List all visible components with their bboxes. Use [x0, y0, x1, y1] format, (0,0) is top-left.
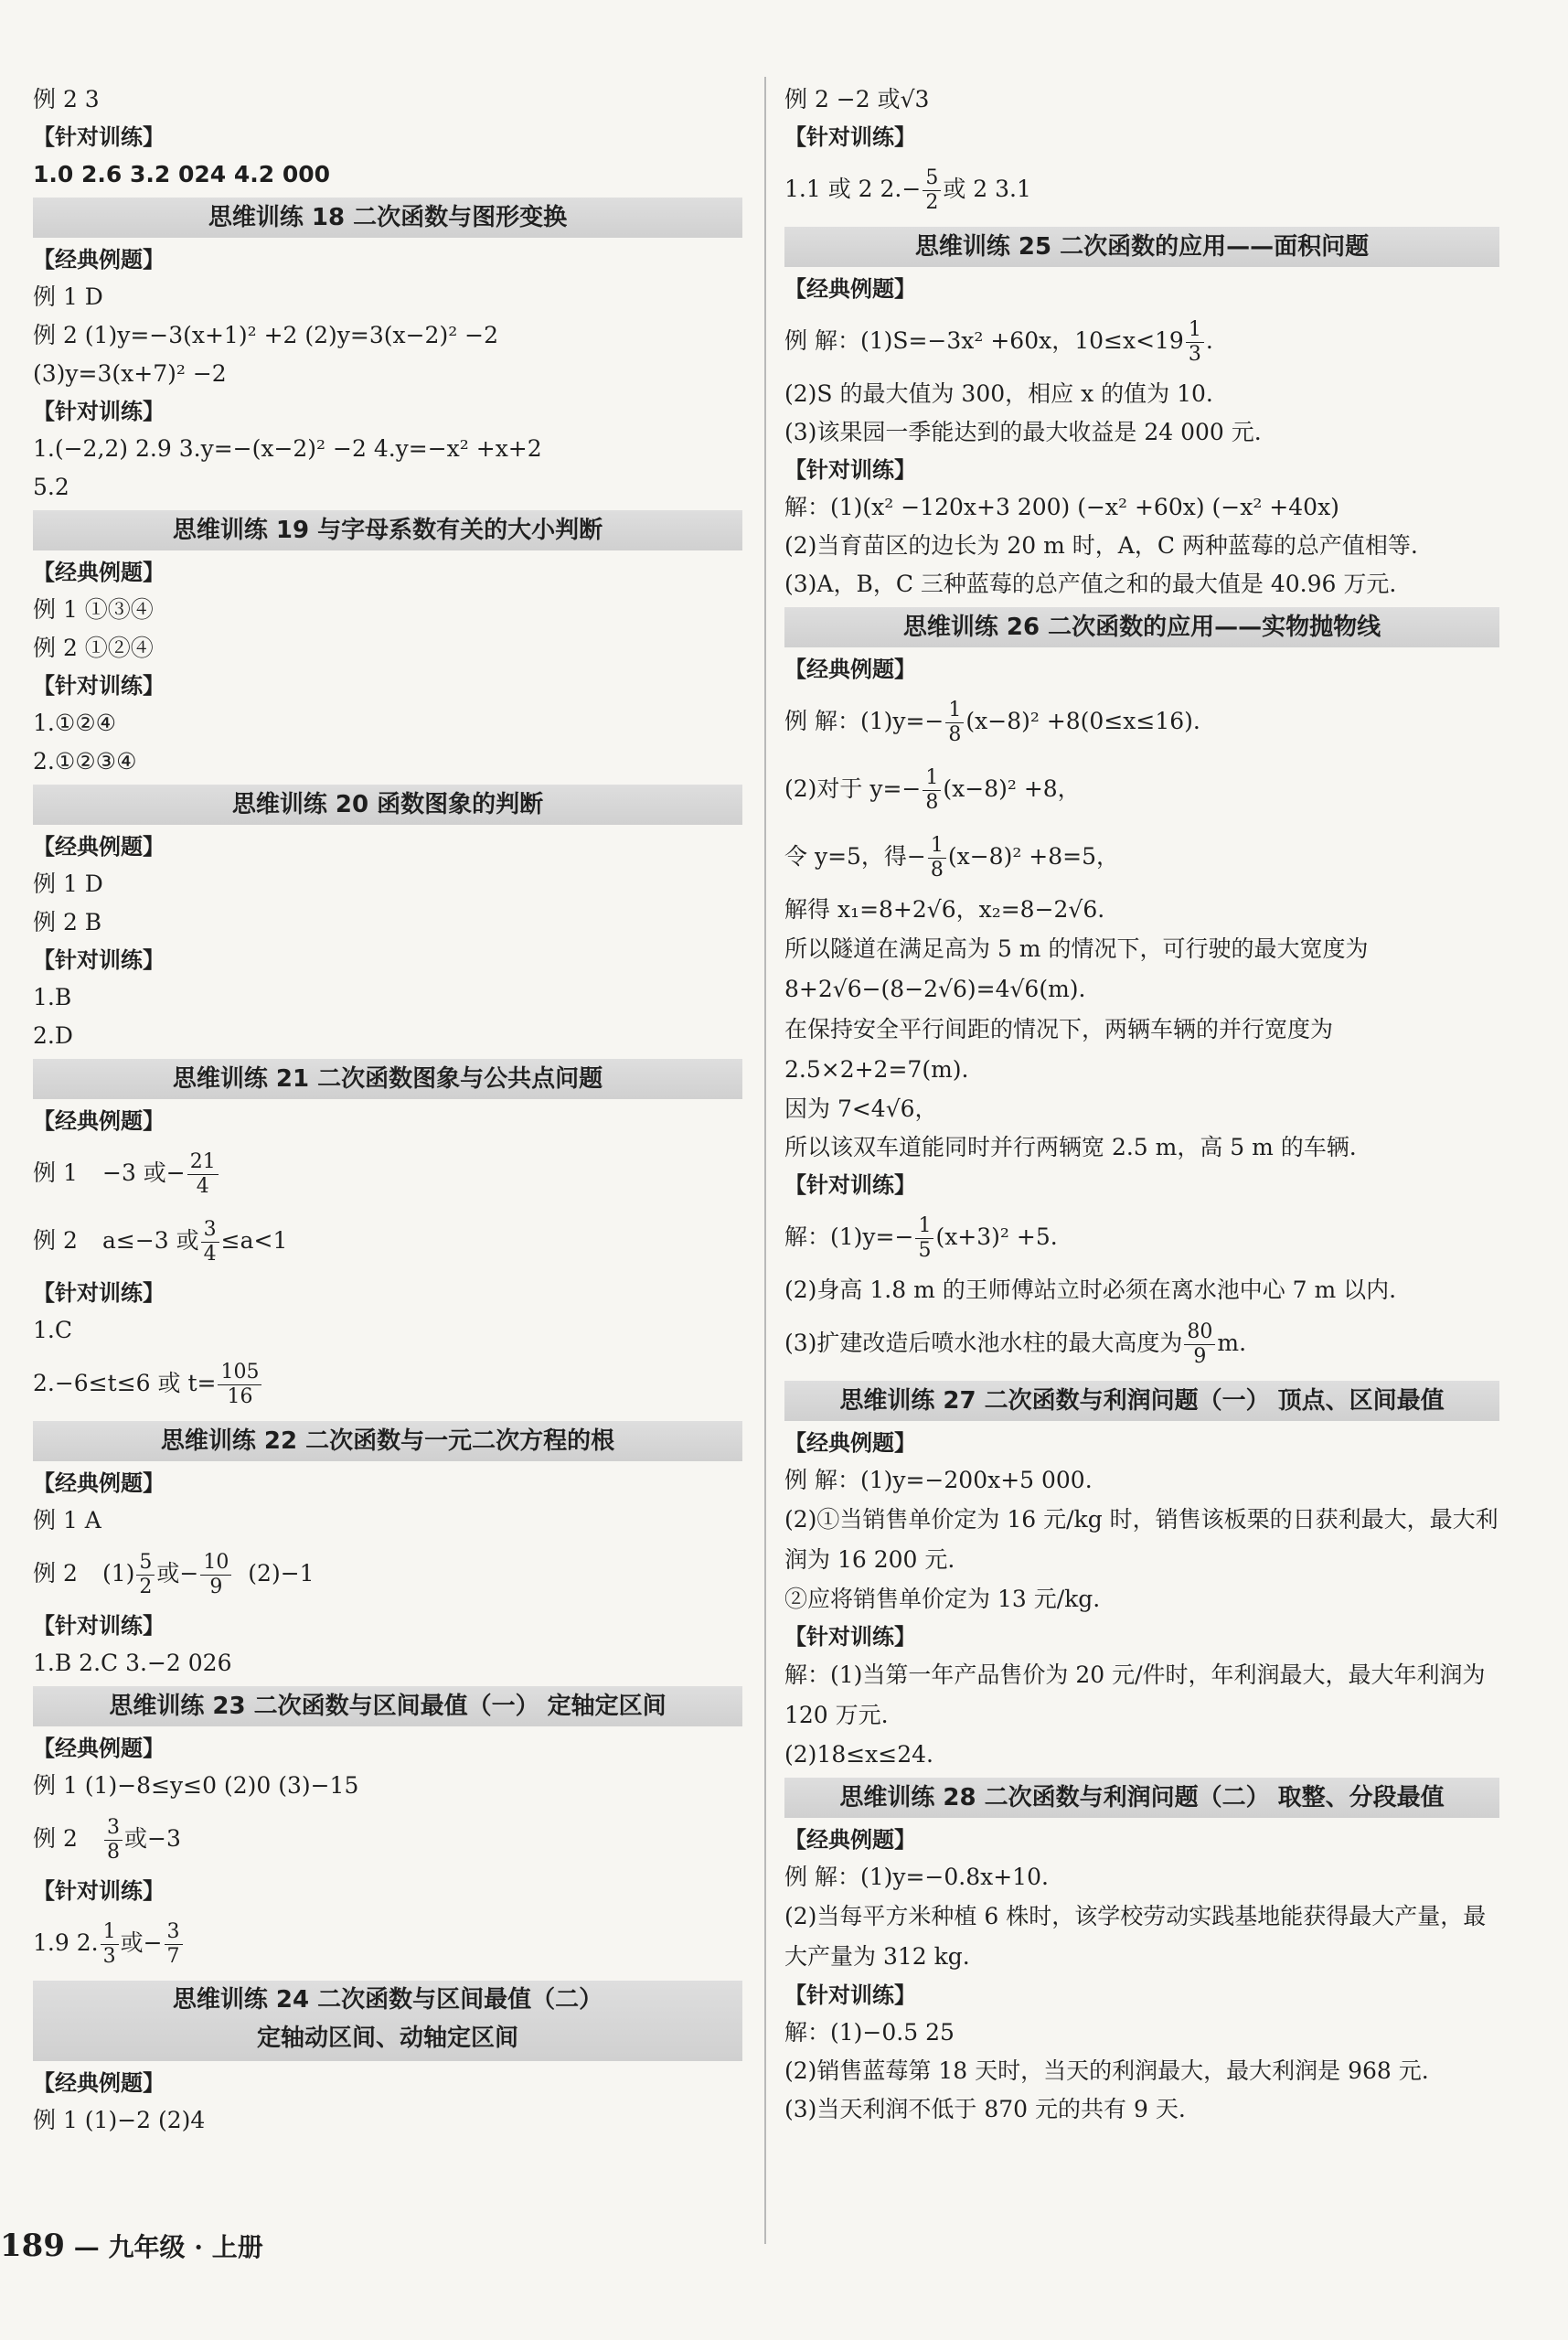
- answer-line: 例 1 D: [33, 871, 103, 897]
- answer-line: [33, 1805, 742, 1873]
- subsection-header: 【经典例题】: [33, 1108, 165, 1134]
- section-title-23: 思维训练 23 二次函数与区间最值（一） 定轴定区间: [33, 1686, 742, 1726]
- fraction: $\frac{3}{4}$: [201, 1218, 219, 1266]
- section-title-21: 思维训练 21 二次函数图象与公共点问题: [33, 1059, 742, 1099]
- subsection-header: 【经典例题】: [33, 1470, 165, 1496]
- fraction: $\frac{1}{3}$: [1186, 318, 1204, 367]
- fraction: $\frac{80}{9}$: [1184, 1320, 1215, 1369]
- subsection-header: 【针对训练】: [33, 1613, 165, 1639]
- answer-line: [33, 1207, 742, 1275]
- subsection-header: 【针对训练】: [33, 399, 165, 424]
- answer-line: [784, 1309, 1499, 1377]
- answer-text: −3 或−: [102, 1159, 186, 1186]
- answer-paragraph: 所以隧道在满足高为 5 m 的情况下，可行驶的最大宽度为 8+2√6−(8−2√6)=4√6(m).: [784, 935, 1369, 1002]
- answer-line: [784, 155, 1499, 223]
- section-title-24-line2: 定轴动区间、动轴定区间: [256, 2025, 518, 2052]
- column-divider: [764, 77, 766, 2244]
- answer-line: 1.B 2.C 3.−2 026: [33, 1650, 232, 1676]
- answer-line: 例 2 3: [33, 86, 100, 112]
- answer-text: 例 解：(1)y=−: [784, 708, 944, 734]
- answer-line: 例 2 −2 或√3: [784, 86, 930, 112]
- answer-line: (2)当育苗区的边长为 20 m 时，A，C 两种蓝莓的总产值相等.: [784, 532, 1418, 559]
- answer-line: ②应将销售单价定为 13 元/kg.: [784, 1586, 1101, 1612]
- subsection-header: 【针对训练】: [784, 1982, 916, 2008]
- answer-text: 或−3: [124, 1825, 181, 1852]
- subsection-header: 【经典例题】: [784, 1430, 916, 1456]
- subsection-header: 【经典例题】: [33, 247, 165, 272]
- section-title-18: 思维训练 18 二次函数与图形变换: [33, 198, 742, 238]
- example-label: 例 2: [33, 1560, 78, 1587]
- answer-line: 例 1 ①③④: [33, 596, 154, 623]
- answer-line: [784, 823, 1499, 891]
- answer-line: [784, 307, 1499, 375]
- answer-paragraph: (2)①当销售单价定为 16 元/kg 时，销售该板栗的日获利最大，最大利润为 16 200 元.: [784, 1506, 1499, 1573]
- subsection-header: 【经典例题】: [784, 1827, 916, 1853]
- subsection-header: 【针对训练】: [33, 1878, 165, 1904]
- answer-text: 例 解：(1)S=−3x² +60x，10≤x<19: [784, 327, 1184, 354]
- fraction: $\frac{3}{8}$: [104, 1816, 123, 1865]
- subsection-header: 【针对训练】: [784, 457, 916, 483]
- fraction: $\frac{10}{9}$: [200, 1551, 231, 1599]
- answer-line: 5.2: [33, 474, 69, 500]
- grade-label: 九年级 · 上册: [108, 2232, 263, 2262]
- fraction: $\frac{1}{8}$: [923, 766, 941, 815]
- answer-text: (2)对于 y=−: [784, 775, 922, 802]
- answer-text: 2.−6≤t≤6 或 t=: [33, 1370, 217, 1396]
- answer-paragraph: 在保持安全平行间距的情况下，两辆车辆的并行宽度为 2.5×2+2=7(m).: [784, 1016, 1334, 1083]
- answer-line: 例 2 ①②④: [33, 635, 154, 661]
- answer-line: (2)身高 1.8 m 的王师傅站立时必须在离水池中心 7 m 以内.: [784, 1277, 1397, 1303]
- right-column: [784, 80, 1499, 2129]
- subsection-header: 【针对训练】: [784, 124, 916, 150]
- answer-line: 解：(1)−0.5 25: [784, 2019, 955, 2046]
- answer-line: 1.C: [33, 1317, 72, 1343]
- answer-text: (x−8)² +8，: [943, 775, 1081, 802]
- answer-line: [784, 755, 1499, 823]
- answer-text: a≤−3 或: [102, 1227, 199, 1254]
- example-label: 例 1: [33, 1159, 78, 1186]
- answer-line: (2)S 的最大值为 300，相应 x 的值为 10.: [784, 380, 1213, 407]
- answer-line: (3)y=3(x+7)² −2: [33, 360, 227, 387]
- subsection-header: 【针对训练】: [33, 124, 165, 150]
- answer-text: ≤a<1: [220, 1227, 288, 1254]
- answer-line: 例 解：(1)y=−0.8x+10.: [784, 1864, 1049, 1890]
- subsection-header: 【针对训练】: [33, 1280, 165, 1306]
- subsection-header: 【针对训练】: [33, 947, 165, 973]
- page-number: 189: [0, 2228, 65, 2264]
- fraction: $\frac{1}{8}$: [945, 699, 964, 747]
- answer-line: [33, 1350, 742, 1417]
- fraction: $\frac{105}{16}$: [218, 1361, 261, 1409]
- fraction: $\frac{5}{2}$: [136, 1551, 155, 1599]
- example-label: 例 2: [33, 1825, 78, 1852]
- subsection-header: 【经典例题】: [784, 276, 916, 302]
- answer-line: [33, 1909, 742, 1977]
- answer-text: 1.9 2.: [33, 1929, 99, 1956]
- section-title-19: 思维训练 19 与字母系数有关的大小判断: [33, 510, 742, 550]
- answer-line: 解得 x₁=8+2√6，x₂=8−2√6.: [784, 896, 1105, 923]
- answer-line: 例 1 A: [33, 1507, 101, 1533]
- answer-line: 例 1 D: [33, 283, 103, 310]
- answer-text: 令 y=5，得−: [784, 843, 926, 870]
- answer-text: 或 2 3.1: [943, 176, 1031, 202]
- answer-paragraph: (2)当每平方米种植 6 株时，该学校劳动实践基地能获得最大产量，最大产量为 312 kg.: [784, 1903, 1487, 1970]
- fraction: $\frac{1}{3}$: [101, 1920, 119, 1969]
- section-title-26: 思维训练 26 二次函数的应用——实物抛物线: [784, 607, 1499, 647]
- subsection-header: 【针对训练】: [33, 673, 165, 699]
- answer-line: 所以该双车道能同时并行两辆宽 2.5 m，高 5 m 的车辆.: [784, 1134, 1357, 1160]
- answer-text: 或−: [120, 1929, 163, 1956]
- answer-line: [33, 1139, 742, 1207]
- section-title-24-line1: 思维训练 24 二次函数与区间最值（二）: [172, 1986, 603, 2014]
- answer-paragraph: 解：(1)当第一年产品售价为 20 元/件时，年利润最大，最大年利润为 120 万元.: [784, 1662, 1486, 1728]
- subsection-header: 【针对训练】: [784, 1624, 916, 1650]
- answer-line: 解：(1)(x² −120x+3 200) (−x² +60x) (−x² +40x): [784, 494, 1339, 520]
- answer-line: 例 1 (1)−8≤y≤0 (2)0 (3)−15: [33, 1772, 359, 1799]
- answer-text: (1): [102, 1560, 135, 1587]
- answer-line: 1.①②④: [33, 710, 117, 736]
- answer-line: [33, 1540, 742, 1608]
- answer-line: 1.(−2,2) 2.9 3.y=−(x−2)² −2 4.y=−x² +x+2: [33, 435, 542, 462]
- answer-text: 1.1 或 2 2.−: [784, 176, 922, 202]
- answer-line: 例 1 (1)−2 (2)4: [33, 2107, 206, 2133]
- answer-text: 解：(1)y=−: [784, 1223, 914, 1250]
- subsection-header: 【经典例题】: [33, 1736, 165, 1761]
- answer-text: (x−8)² +8=5，: [947, 843, 1120, 870]
- answer-line: 1.B: [33, 984, 72, 1010]
- answer-text: (x−8)² +8(0≤x≤16).: [965, 708, 1200, 734]
- answer-text: (x+3)² +5.: [935, 1223, 1058, 1250]
- subsection-header: 【经典例题】: [784, 657, 916, 682]
- section-title-22: 思维训练 22 二次函数与一元二次方程的根: [33, 1421, 742, 1461]
- answer-line: (3)A，B，C 三种蓝莓的总产值之和的最大值是 40.96 万元.: [784, 571, 1397, 597]
- left-column: [33, 80, 742, 2140]
- answer-line: 例 解：(1)y=−200x+5 000.: [784, 1467, 1093, 1493]
- answer-line: 1.0 2.6 3.2 024 4.2 000: [33, 161, 331, 187]
- answer-line: 2.D: [33, 1022, 73, 1049]
- section-title-25: 思维训练 25 二次函数的应用——面积问题: [784, 227, 1499, 267]
- section-title-24: [33, 1981, 742, 2061]
- answer-line: (3)当天利润不低于 870 元的共有 9 天.: [784, 2096, 1186, 2122]
- example-label: 例 2: [33, 1227, 78, 1254]
- fraction: $\frac{1}{5}$: [915, 1214, 933, 1263]
- answer-line: (2)18≤x≤24.: [784, 1741, 933, 1768]
- answer-text: m.: [1217, 1330, 1247, 1356]
- subsection-header: 【针对训练】: [784, 1172, 916, 1198]
- answer-text: 或−: [156, 1560, 199, 1587]
- subsection-header: 【经典例题】: [33, 560, 165, 585]
- section-title-20: 思维训练 20 函数图象的判断: [33, 785, 742, 825]
- page-footer: [0, 2228, 263, 2264]
- fraction: $\frac{1}{8}$: [928, 834, 946, 882]
- answer-text: (2)−1: [248, 1560, 315, 1587]
- fraction: $\frac{5}{2}$: [923, 166, 941, 215]
- answer-line: 因为 7<4√6，: [784, 1095, 938, 1122]
- fraction: $\frac{3}{7}$: [165, 1920, 183, 1969]
- answer-line: 2.①②③④: [33, 748, 137, 775]
- answer-text: .: [1205, 327, 1213, 354]
- answer-line: (3)该果园一季能达到的最大收益是 24 000 元.: [784, 419, 1262, 445]
- answer-line: [784, 1203, 1499, 1271]
- section-title-28: 思维训练 28 二次函数与利润问题（二） 取整、分段最值: [784, 1778, 1499, 1818]
- fraction: $\frac{21}{4}$: [187, 1150, 219, 1199]
- section-title-27: 思维训练 27 二次函数与利润问题（一） 顶点、区间最值: [784, 1381, 1499, 1421]
- answer-line: 例 2 (1)y=−3(x+1)² +2 (2)y=3(x−2)² −2: [33, 322, 499, 348]
- answer-line: (2)销售蓝莓第 18 天时，当天的利润最大，最大利润是 968 元.: [784, 2057, 1429, 2084]
- subsection-header: 【经典例题】: [33, 2070, 165, 2096]
- answer-line: 例 2 B: [33, 909, 102, 935]
- answer-text: (3)扩建改造后喷水池水柱的最大高度为: [784, 1330, 1183, 1356]
- subsection-header: 【经典例题】: [33, 834, 165, 860]
- footer-dash: —: [73, 2232, 100, 2262]
- answer-line: [784, 688, 1499, 755]
